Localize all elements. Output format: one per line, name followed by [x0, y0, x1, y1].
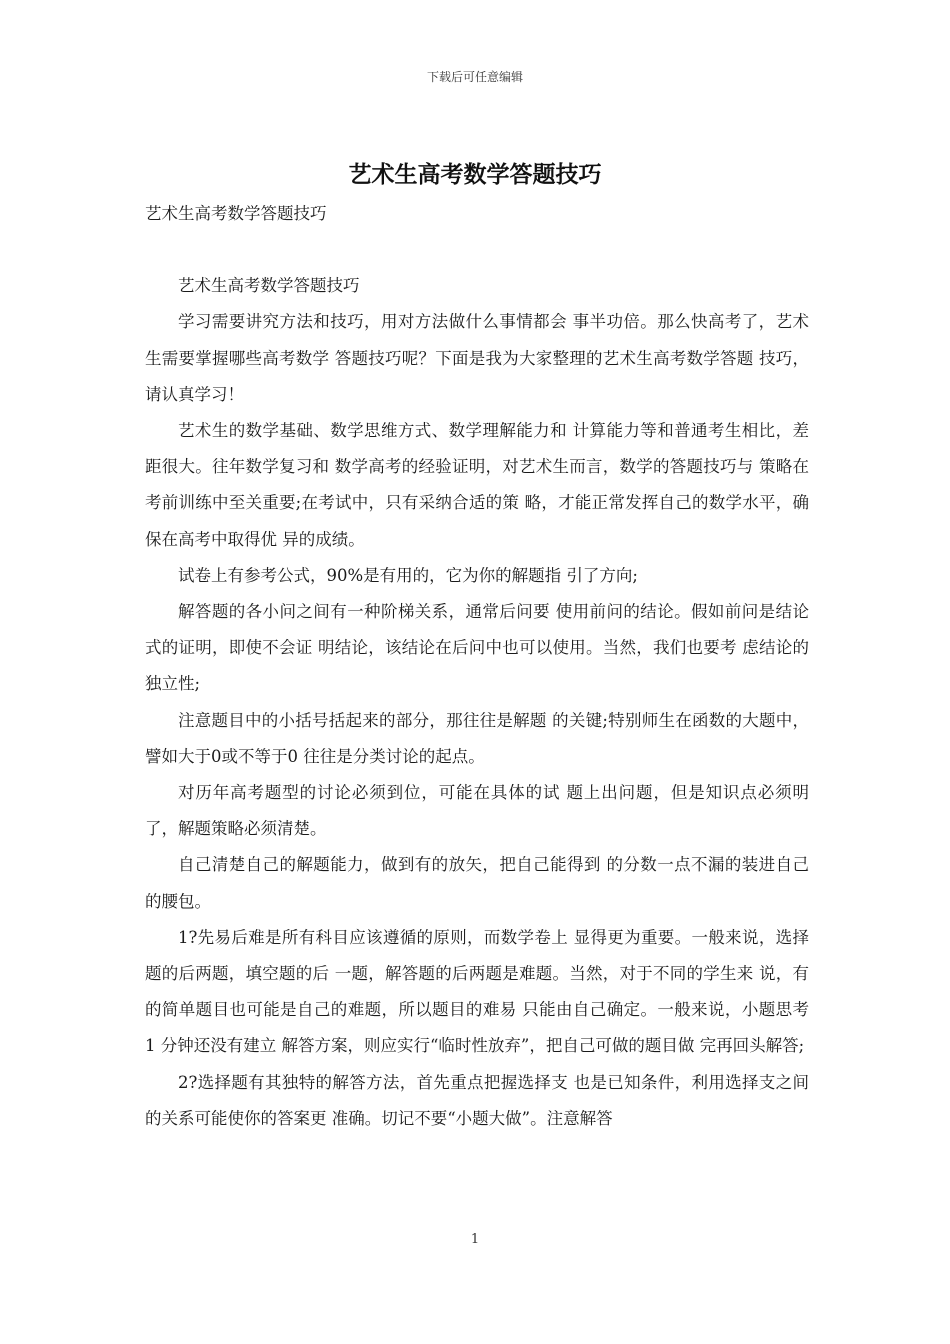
- document-body: [145, 196, 809, 1137]
- paragraph-self-assessment-tip: 自己清楚自己的解题能力，做到有的放矢，把自己能得到 的分数一点不漏的装进自己的腰包。: [145, 855, 809, 911]
- paragraph-intro: 学习需要讲究方法和技巧，用对方法做什么事情都会 事半功倍。那么快高考了，艺术生需要掌握哪些高考数学 答题技巧呢？下面是我为大家整理的艺术生高考数学答题 技巧，请认真学习！: [145, 312, 809, 404]
- paragraph-section-heading: 艺术生高考数学答题技巧: [178, 276, 360, 296]
- document-subtitle: 艺术生高考数学答题技巧: [145, 204, 327, 223]
- document-title: 艺术生高考数学答题技巧: [348, 161, 602, 188]
- paragraph-multiple-choice-tip: 2?选择题有其独特的解答方法，首先重点把握选择支 也是已知条件，利用选择支之间的关系可能使你的答案更 准确。切记不要“小题大做”。注意解答: [145, 1072, 809, 1128]
- paragraph-past-exams-tip: 对历年高考题型的讨论必须到位，可能在具体的试 题上出问题，但是知识点必须明了，解题策略必须清楚。: [145, 783, 809, 839]
- paragraph-easy-first-tip: 1?先易后难是所有科目应该遵循的原则，而数学卷上 显得更为重要。一般来说，选择题的后两题，填空题的后 一题，解答题的后两题是难题。当然，对于不同的学生来 说，有的简单题目也可能是自己的难题，所以题目的难易 只能由自己确定。一般来说，小题思考 1 分钟还没有建立 解答方案，则应实行“临时性放弃”，把自己可做的题目做 完再回头解答;: [145, 927, 809, 1056]
- paragraph-formula-tip: 试卷上有参考公式，90%是有用的，它为你的解题指 引了方向;: [178, 565, 638, 585]
- paragraph-stepwise-tip: 解答题的各小问之间有一种阶梯关系，通常后问要 使用前问的结论。假如前问是结论式的证明，即使不会证 明结论，该结论在后问中也可以使用。当然，我们也要考 虑结论的独立性;: [145, 602, 809, 694]
- paragraph-parentheses-tip: 注意题目中的小括号括起来的部分，那往往是解题 的关键;特别师生在函数的大题中，譬如大于0或不等于0 往往是分类讨论的起点。: [145, 710, 809, 766]
- page-number: 1: [470, 1232, 480, 1247]
- paragraph-background: 艺术生的数学基础、数学思维方式、数学理解能力和 计算能力等和普通考生相比，差距很大。往年数学复习和 数学高考的经验证明，对艺术生而言，数学的答题技巧与 策略在考前训练中至关重要;在考试中，只有采纳合适的策 略，才能正常发挥自己的数学水平，确保在高考中取得优 异的成绩。: [145, 421, 809, 549]
- page-header-note: 下载后可任意编辑: [426, 70, 523, 84]
